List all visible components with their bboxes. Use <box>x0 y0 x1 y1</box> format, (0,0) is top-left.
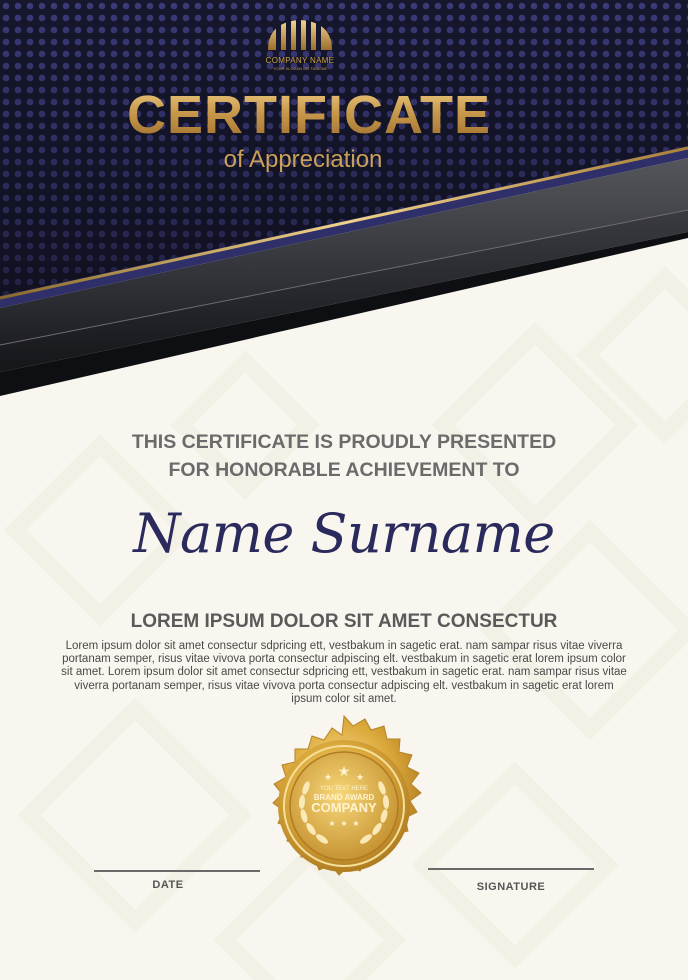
svg-text:★: ★ <box>340 819 348 828</box>
svg-text:★: ★ <box>355 773 365 783</box>
date-label: DATE <box>152 879 184 891</box>
svg-text:★: ★ <box>323 773 333 783</box>
svg-text:★: ★ <box>328 819 336 828</box>
svg-text:★: ★ <box>352 819 360 828</box>
company-tagline: YOUR SLOGAN OR TAGLINE <box>272 66 328 71</box>
recipient-name: Name Surname <box>133 502 555 565</box>
presented-line-1: THIS CERTIFICATE IS PROUDLY PRESENTED <box>131 431 557 453</box>
seal-text-line1: YOU TEXT HERE <box>319 786 369 792</box>
svg-text:★: ★ <box>337 764 351 780</box>
certificate-title: CERTIFICATE <box>0 84 618 146</box>
body-paragraph: Lorem ipsum dolor sit amet consectur sdpricing ett, vestbakum in sagetic erat. nam sampar risus vitae viverra portanam semper, risus vitae vivova porta consectur adpiscing elt. vestbakum in sagetic erat lorem ipsum color sit amet. Lorem ipsum dolor sit amet consectur sdpricing ett, vestbakum in sagetic erat. nam sampar risus vitae viverra portanam semper, risus vitae vivova porta consectur adpiscing elt. vestbakum in sagetic erat lorem ipsum color sit amet. <box>61 640 627 705</box>
company-name: COMPANY NAME <box>265 56 335 65</box>
signature-label: SIGNATURE <box>476 881 546 893</box>
presented-line-2: FOR HONORABLE ACHIEVEMENT TO <box>168 459 520 481</box>
seal-text-line2: BRAND AWARD <box>313 793 375 802</box>
certificate-subtitle: of Appreciation <box>223 146 383 173</box>
seal-text-line3: COMPANY <box>311 800 377 815</box>
body-heading: LOREM IPSUM DOLOR SIT AMET CONSECTUR <box>130 611 558 632</box>
